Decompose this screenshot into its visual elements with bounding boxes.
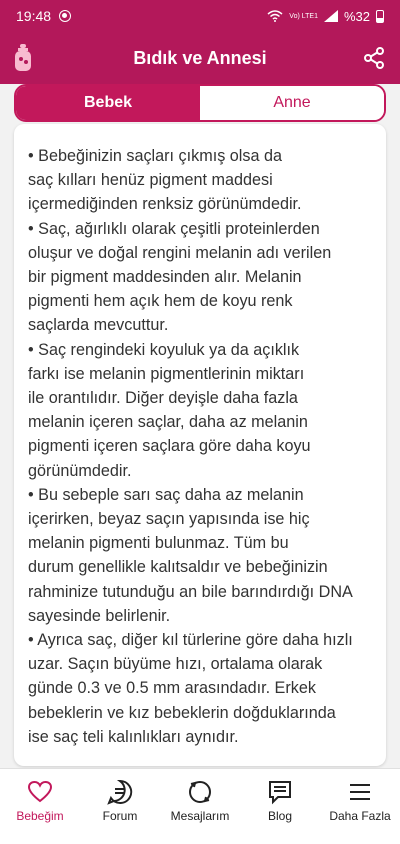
article-line: • Saç rengindeki koyuluk ya da açıklık (28, 340, 300, 359)
article-line: ise saç teli kalınlıkları aynıdır. (28, 727, 239, 746)
share-icon[interactable] (362, 46, 386, 70)
nav-item-blog[interactable] (240, 769, 320, 844)
nav-item-daha-fazla[interactable] (320, 769, 400, 844)
app-title: Bıdık ve Annesi (133, 47, 267, 68)
article-line: görünümdedir. (28, 461, 132, 480)
article-line: ile orantılıdır. Diğer deyişle daha fazla (28, 389, 298, 408)
bottom-nav (0, 768, 400, 844)
article-line: • Saç, ağırlıklı olarak çeşitli proteinlerden (28, 219, 320, 238)
baby-bottle-logo-icon[interactable] (12, 44, 34, 72)
status-indicators (267, 9, 384, 24)
article-line: • Ayrıca saç, diğer kıl türlerine göre daha hızlı (28, 631, 353, 650)
article-card (14, 124, 386, 766)
article-line: uzar. Saçın büyüme hızı, ortalama olarak (28, 655, 323, 674)
article-line: günde 0.3 ve 0.5 mm arasındadır. Erkek (28, 679, 316, 698)
battery-percent: %32 (343, 8, 370, 24)
nav-label: Blog (267, 809, 293, 823)
article-line: • Bu sebeple sarı saç daha az melanin (28, 485, 304, 504)
article-line: melanin pigmenti bulunmaz. Tüm bu (28, 534, 289, 553)
blog-icon (267, 779, 293, 805)
menu-icon (347, 779, 373, 805)
article-line: saçlarda mevcuttur. (28, 316, 169, 335)
article-line: oluşur ve doğal rengini melanin adı verilen (28, 243, 332, 262)
signal-icon (324, 10, 338, 22)
article-line: içerirken, beyaz saçın yapısında ise hiç (28, 510, 310, 529)
article-line: içermediğinden renksiz görünümdedir. (28, 195, 302, 214)
nav-item-forum[interactable] (80, 769, 160, 844)
tab-label: Anne (273, 94, 311, 111)
battery-icon (376, 10, 384, 23)
article-line: farkı ise melanin pigmentlerinin miktarı (28, 364, 305, 383)
article-line: • Bebeğinizin saçları çıkmış olsa da (28, 147, 282, 165)
article-text (28, 144, 372, 749)
nav-label: Forum (102, 809, 138, 823)
tab-label: Bebek (83, 94, 133, 111)
tab-bebek[interactable] (16, 86, 200, 120)
notification-icon (59, 10, 71, 22)
nav-item-bebegim[interactable] (0, 769, 80, 844)
article-line: bir pigment maddesinden alır. Melanin (28, 268, 302, 287)
article-line: saç kılları henüz pigment maddesi (28, 171, 273, 190)
wifi-icon (267, 10, 283, 22)
status-bar (0, 0, 400, 32)
nav-label: Bebeğim (16, 809, 64, 823)
nav-label: Daha Fazla (329, 809, 391, 823)
segment-tabs (14, 84, 386, 122)
article-line: sayesinde belirlenir. (28, 606, 171, 625)
article-line: pigmenti içeren saçlara göre daha koyu (28, 437, 311, 456)
article-line: durum genellikle kalıtsaldır ve bebeğinizin (28, 558, 328, 577)
heart-icon (27, 779, 53, 805)
chat-list-icon (107, 779, 133, 805)
app-bar (0, 32, 400, 84)
article-line: pigmenti hem açık hem de koyu renk (28, 292, 293, 311)
nav-item-mesajlarim[interactable] (160, 769, 240, 844)
status-time: 19:48 (16, 8, 52, 24)
article-line: melanin içeren saçlar, daha az melanin (28, 413, 308, 432)
article-line: rahminize tutunduğu an bile barındırdığı DNA (28, 582, 353, 601)
messages-icon (187, 779, 213, 805)
article-line: bebeklerin ve kız bebeklerin doğduklarında (28, 703, 336, 722)
nav-label: Mesajlarım (170, 809, 230, 823)
tab-anne[interactable] (200, 86, 384, 120)
network-indicator: Vo) LTE1 (289, 12, 318, 20)
